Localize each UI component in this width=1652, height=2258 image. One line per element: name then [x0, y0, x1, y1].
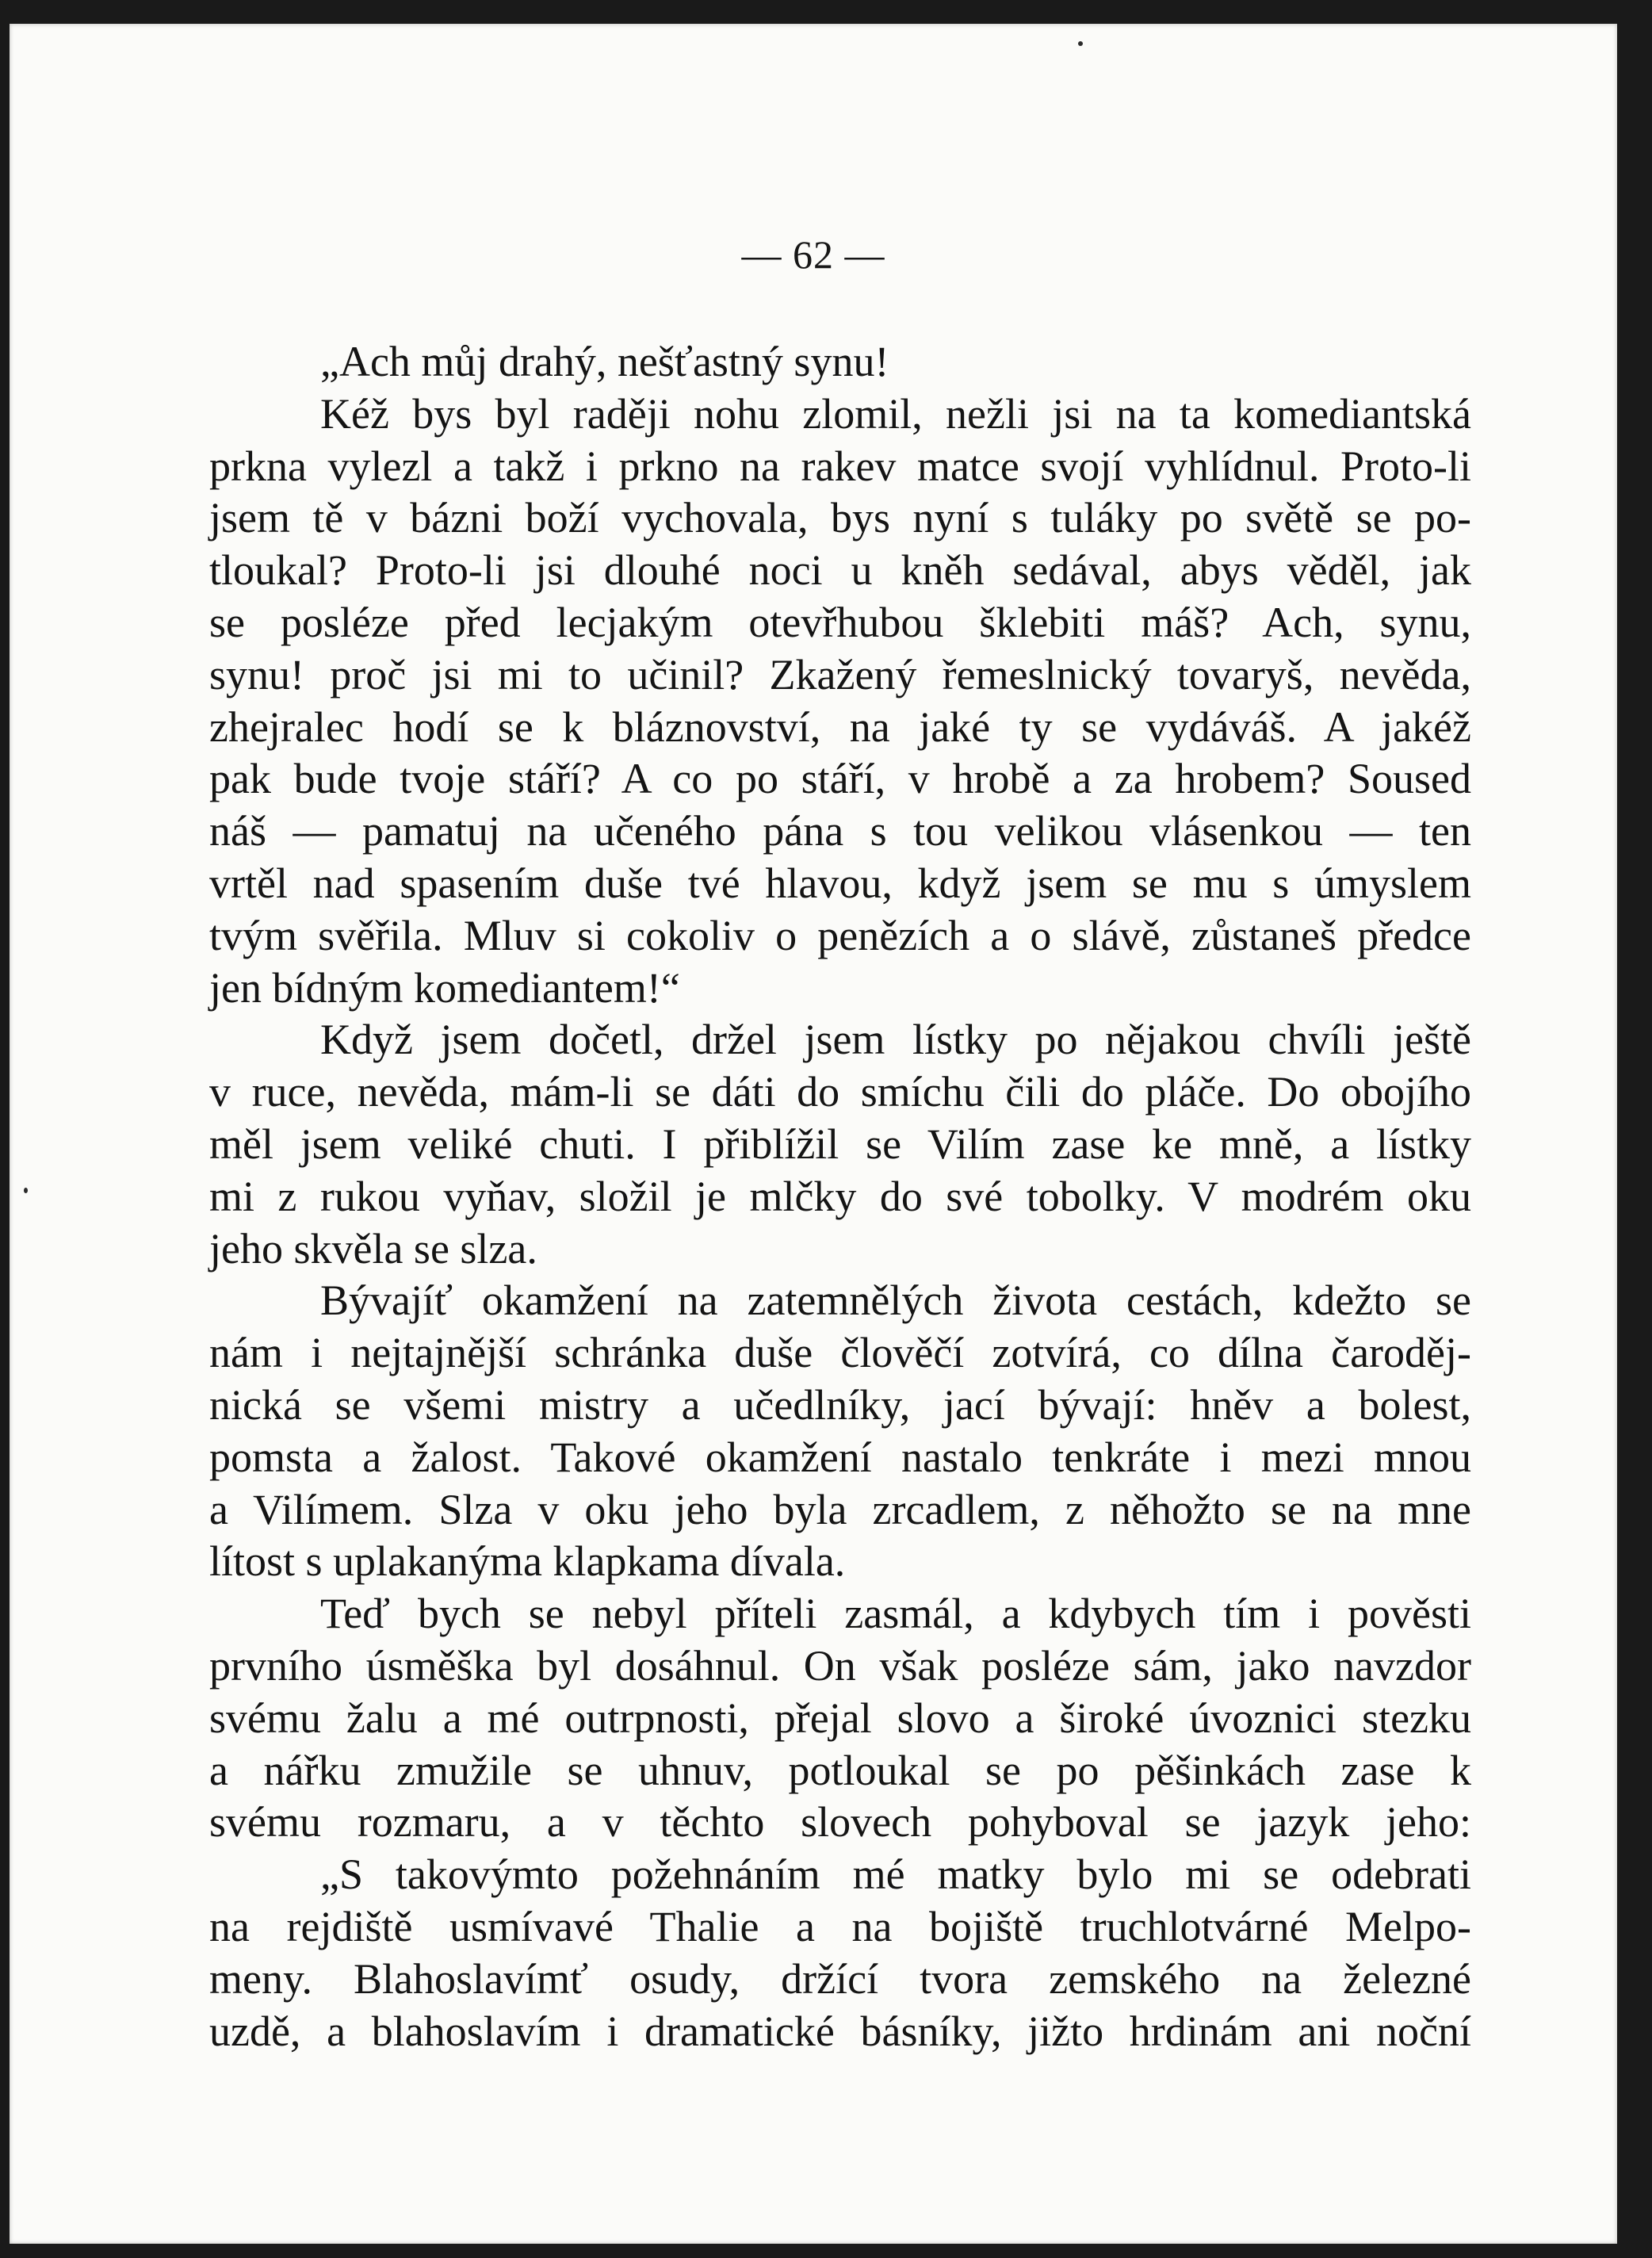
text-line: a nářku zmužile se uhnuv, potloukal se po pěšinkách zase k [209, 1746, 1471, 1794]
text-line: měl jsem veliké chuti. I přiblížil se Vilím zase ke mně, a lístky [209, 1119, 1471, 1168]
text-line: meny. Blahoslavímť osudy, držící tvora zemského na železné [209, 1954, 1471, 2003]
text-line: synu! proč jsi mi to učinil? Zkažený řemeslnický tovaryš, nevěda, [209, 650, 1471, 698]
text-line: prvního úsměška byl dosáhnul. On však posléze sám, jako navzdor [209, 1641, 1471, 1690]
text-line: Kéž bys byl raději nohu zlomil, nežli jsi na ta komediantská [320, 389, 1471, 438]
text-line: Bývajíť okamžení na zatemnělých života cestách, kdežto se [320, 1276, 1471, 1325]
text-line: prkna vylezl a takž i prkno na rakev matce svojí vyhlídnul. Proto-li [209, 442, 1471, 490]
text-line: mi z rukou vyňav, složil je mlčky do své tobolky. V modrém oku [209, 1172, 1471, 1220]
text-line: tloukal? Proto-li jsi dlouhé noci u kněh sedával, abys věděl, jak [209, 546, 1471, 595]
text-line: Když jsem dočetl, držel jsem lístky po nějakou chvíli ještě [320, 1016, 1471, 1064]
print-speck [24, 1188, 28, 1193]
text-line: jsem tě v bázni boží vychovala, bys nyní s tuláky po světě se po- [209, 494, 1471, 542]
text-line: uzdě, a blahoslavím i dramatické básníky, jižto hrdinám ani noční [209, 2007, 1471, 2055]
text-line: vrtěl nad spasením duše tvé hlavou, když jsem se mu s úmyslem [209, 859, 1471, 907]
text-line: pomsta a žalost. Takové okamžení nastalo tenkráte i mezi mnou [209, 1433, 1471, 1481]
page-number: — 62 — [741, 232, 885, 277]
text-line: lítost s uplakanýma klapkama dívala. [209, 1537, 846, 1586]
text-line: na rejdiště usmívavé Thalie a na bojiště truchlotvárné Melpo- [209, 1902, 1471, 1950]
text-line: Teď bych se nebyl příteli zasmál, a kdybych tím i pověsti [320, 1590, 1471, 1638]
body-text [209, 336, 1471, 2057]
text-line: jeho skvěla se slza. [209, 1224, 537, 1273]
text-line: „S takovýmto požehnáním mé matky bylo mi se odebrati [320, 1850, 1471, 1899]
text-line: „Ach můj drahý, nešťastný synu! [320, 338, 889, 385]
text-line: pak bude tvoje stáří? A co po stáří, v hrobě a za hrobem? Soused [209, 755, 1471, 803]
text-line: náš — pamatuj na učeného pána s tou velikou vlásenkou — ten [209, 807, 1471, 855]
text-line: svému rozmaru, a v těchto slovech pohyboval se jazyk jeho: [209, 1798, 1471, 1847]
text-line: zhejralec hodí se k bláznovství, na jaké ty se vydáváš. A jakéž [209, 702, 1471, 751]
text-line: v ruce, nevěda, mám-li se dáti do smíchu čili do pláče. Do obojího [209, 1068, 1471, 1116]
text-line: nám i nejtajnější schránka duše člověčí zotvírá, co dílna čaroděj- [209, 1329, 1471, 1377]
text-line: jen bídným komediantem!“ [209, 963, 680, 1012]
text-line: tvým svěřila. Mluv si cokoliv o penězích a o slávě, zůstaneš předce [209, 911, 1471, 959]
print-speck [1078, 41, 1083, 46]
text-line: a Vilímem. Slza v oku jeho byla zrcadlem, z něhožto se na mne [209, 1485, 1471, 1533]
text-line: nická se všemi mistry a učedlníky, jací bývají: hněv a bolest, [209, 1380, 1471, 1429]
book-page [10, 24, 1617, 2244]
text-line: svému žalu a mé outrpnosti, přejal slovo a široké úvoznici stezku [209, 1694, 1471, 1742]
text-line: se posléze před lecjakým otevřhubou šklebiti máš? Ach, synu, [209, 598, 1471, 646]
